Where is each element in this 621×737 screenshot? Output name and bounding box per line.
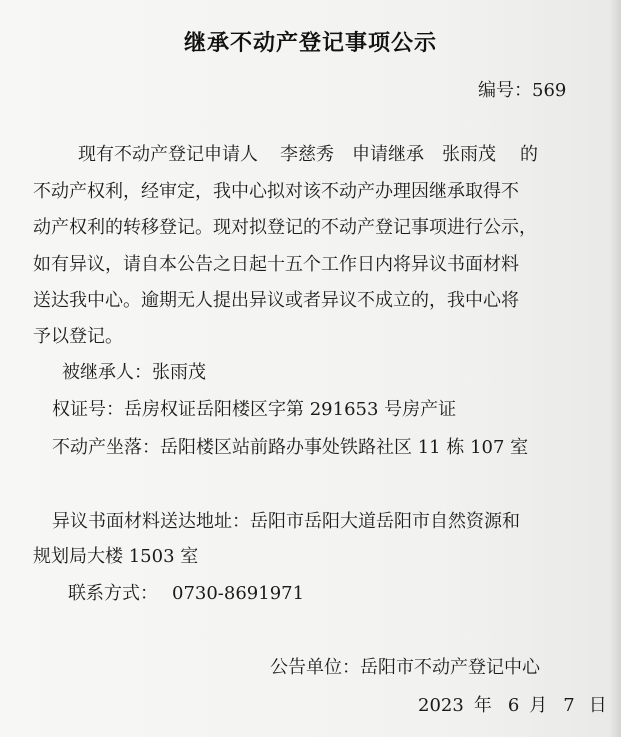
decedent-field bbox=[62, 361, 206, 385]
issuer-value: 岳阳市不动产登记中心 bbox=[360, 657, 540, 678]
objection-address-line-2: 规划局大楼 1503 室 bbox=[33, 546, 199, 567]
objection-address-line-1 bbox=[52, 510, 520, 534]
body-line-1-middle: 申请继承 bbox=[352, 144, 424, 165]
body-line-6: 予以登记。 bbox=[33, 326, 123, 347]
certificate-field-label: 权证号： bbox=[52, 399, 124, 420]
certificate-field-value: 岳房权证岳阳楼区字第 291653 号房产证 bbox=[124, 399, 457, 420]
date-year-unit: 年 bbox=[473, 695, 492, 716]
location-field bbox=[52, 436, 528, 460]
document-number-label: 编号： bbox=[478, 80, 532, 101]
body-line-5: 送达我中心。逾期无人提出异议或者异议不成立的，我中心将 bbox=[33, 290, 519, 311]
contact-label: 联系方式： bbox=[68, 583, 158, 604]
date-day-unit: 日 bbox=[588, 695, 607, 716]
issue-date bbox=[418, 694, 607, 718]
issuer-field bbox=[270, 656, 540, 680]
date-month-unit: 月 bbox=[529, 695, 548, 716]
objection-address-label: 异议书面材料送达地址： bbox=[52, 511, 250, 532]
location-field-label: 不动产坐落： bbox=[52, 437, 160, 458]
applicant-name: 李慈秀 bbox=[280, 144, 334, 165]
date-year: 2023 bbox=[418, 695, 464, 716]
body-line-1-suffix: 的 bbox=[520, 144, 538, 165]
decedent-name-inline: 张雨茂 bbox=[442, 144, 496, 165]
contact-field bbox=[68, 582, 304, 606]
certificate-field bbox=[52, 398, 456, 422]
issuer-label: 公告单位： bbox=[270, 657, 360, 678]
contact-phone: 0730-8691971 bbox=[172, 583, 305, 604]
date-month: 6 bbox=[507, 695, 520, 716]
location-field-value: 岳阳楼区站前路办事处铁路社区 11 栋 107 室 bbox=[160, 437, 529, 458]
body-line-4: 如有异议，请自本公告之日起十五个工作日内将异议书面材料 bbox=[33, 254, 519, 275]
page-edge-shadow bbox=[609, 0, 621, 737]
document-number bbox=[478, 76, 566, 102]
body-line-3: 动产权利的转移登记。现对拟登记的不动产登记事项进行公示， bbox=[33, 217, 537, 238]
decedent-field-value: 张雨茂 bbox=[152, 362, 206, 383]
body-line-1-prefix: 现有不动产登记申请人 bbox=[78, 144, 258, 165]
objection-address-value-1: 岳阳市岳阳大道岳阳市自然资源和 bbox=[250, 511, 520, 532]
date-day: 7 bbox=[563, 695, 575, 716]
body-line-1 bbox=[78, 143, 538, 167]
decedent-field-label: 被继承人： bbox=[62, 362, 152, 383]
body-line-2: 不动产权利，经审定，我中心拟对该不动产办理因继承取得不 bbox=[33, 181, 519, 202]
document-number-value: 569 bbox=[532, 80, 567, 101]
page-title: 继承不动产登记事项公示 bbox=[183, 31, 437, 56]
